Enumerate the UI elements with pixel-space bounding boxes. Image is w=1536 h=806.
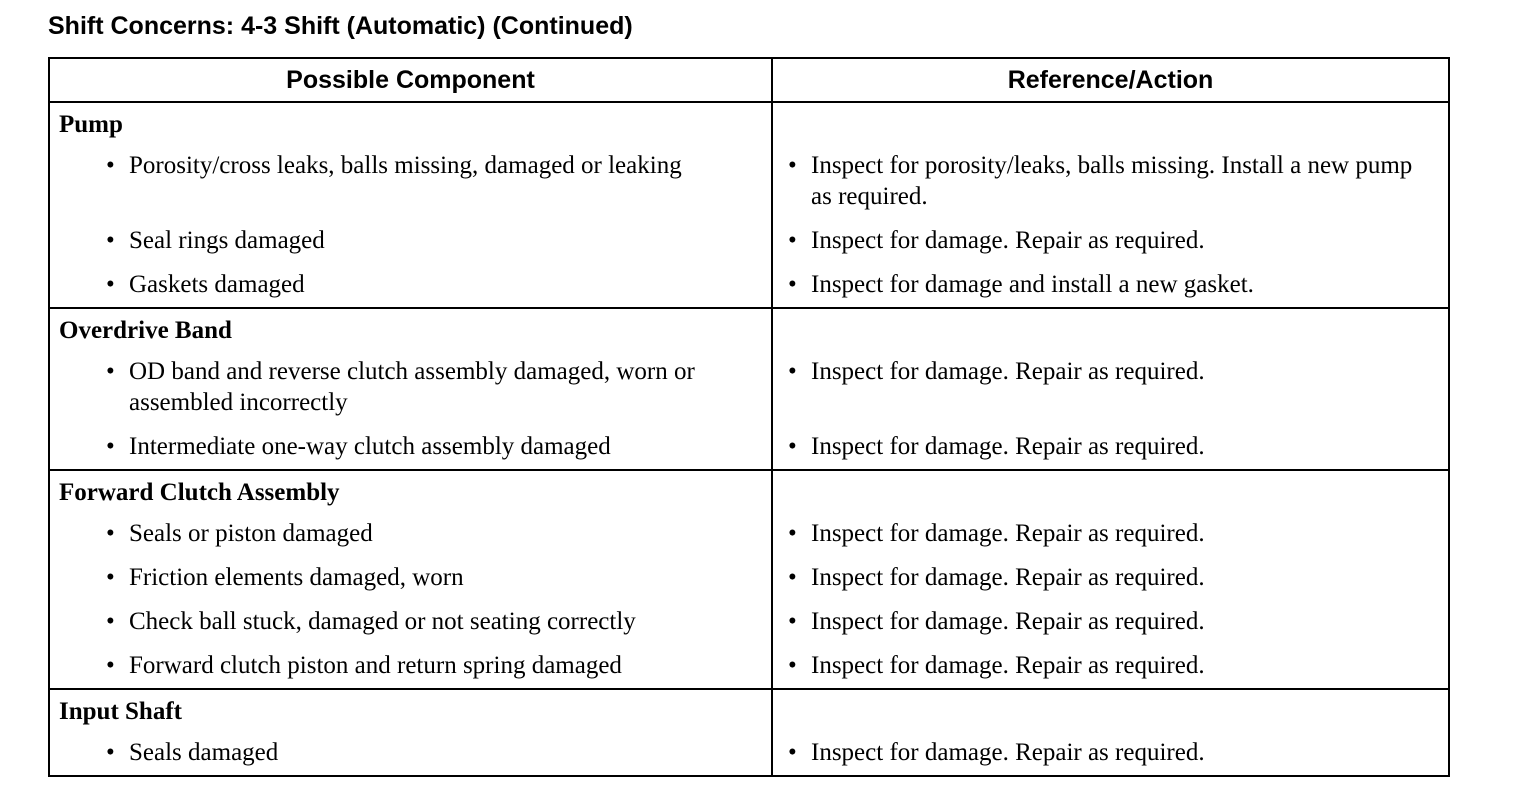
component-cell (49, 263, 772, 308)
table-row (49, 556, 1449, 600)
action-cell (772, 689, 1449, 731)
group-title-spacer (773, 103, 1448, 144)
table-row (49, 144, 1449, 219)
list-item (50, 556, 771, 600)
item-text: Inspect for damage. Repair as required. (811, 652, 1205, 679)
item-text: Seals or piston damaged (129, 520, 373, 547)
bullet-icon: • (788, 271, 797, 298)
list-item (50, 425, 771, 469)
list-item (50, 144, 771, 188)
item-text: Seal rings damaged (129, 227, 325, 254)
bullet-icon: • (106, 564, 115, 591)
component-cell (49, 600, 772, 644)
item-text: Inspect for damage. Repair as required. (811, 227, 1205, 254)
page-title: Shift Concerns: 4-3 Shift (Automatic) (Continued) (48, 12, 633, 40)
component-cell (49, 644, 772, 689)
action-cell (772, 600, 1449, 644)
bullet-icon: • (788, 520, 797, 547)
list-item (50, 731, 771, 775)
component-cell (49, 102, 772, 144)
item-text: Gaskets damaged (129, 271, 305, 298)
list-item (773, 350, 1448, 394)
bullet-icon: • (788, 358, 797, 385)
list-item (50, 219, 771, 263)
item-text: Porosity/cross leaks, balls missing, damaged or leaking (129, 152, 682, 179)
bullet-icon: • (106, 520, 115, 547)
list-item (773, 556, 1448, 600)
item-text: Inspect for damage. Repair as required. (811, 433, 1205, 460)
table-row (49, 470, 1449, 512)
table-row (49, 219, 1449, 263)
action-cell (772, 644, 1449, 689)
action-cell (772, 350, 1449, 425)
header-possible-component: Possible Component (49, 58, 772, 102)
table-row (49, 731, 1449, 776)
table-header-row (49, 58, 1449, 102)
table-row (49, 263, 1449, 308)
table-row (49, 600, 1449, 644)
bullet-icon: • (788, 652, 797, 679)
list-item (50, 600, 771, 644)
table-row (49, 512, 1449, 556)
item-text: Inspect for damage. Repair as required. (811, 520, 1205, 547)
item-text: Inspect for porosity/leaks, balls missing. Install a new pump as required. (811, 152, 1413, 210)
group-title: Pump (59, 111, 123, 138)
bullet-icon: • (788, 564, 797, 591)
table-body (49, 102, 1449, 776)
item-text: Inspect for damage. Repair as required. (811, 358, 1205, 385)
shift-concerns-table (48, 57, 1450, 777)
bullet-icon: • (106, 608, 115, 635)
component-cell (49, 731, 772, 776)
bullet-icon: • (106, 739, 115, 766)
action-cell (772, 731, 1449, 776)
list-item (50, 263, 771, 307)
group-title: Overdrive Band (59, 317, 232, 344)
group-title: Input Shaft (59, 698, 182, 725)
item-text: Inspect for damage. Repair as required. (811, 608, 1205, 635)
item-text: Inspect for damage. Repair as required. (811, 739, 1205, 766)
bullet-icon: • (106, 358, 115, 385)
component-cell (49, 350, 772, 425)
action-cell (772, 512, 1449, 556)
list-item (773, 512, 1448, 556)
bullet-icon: • (788, 227, 797, 254)
bullet-icon: • (788, 608, 797, 635)
action-cell (772, 102, 1449, 144)
component-cell (49, 219, 772, 263)
list-item (773, 263, 1448, 307)
group-title-spacer (773, 690, 1448, 731)
component-cell (49, 308, 772, 350)
list-item (50, 512, 771, 556)
table-row (49, 350, 1449, 425)
table-row (49, 689, 1449, 731)
group-title-spacer (773, 471, 1448, 512)
bullet-icon: • (106, 271, 115, 298)
list-item (773, 600, 1448, 644)
header-reference-action: Reference/Action (772, 58, 1449, 102)
item-text: Intermediate one-way clutch assembly damaged (129, 433, 611, 460)
table-row (49, 644, 1449, 689)
item-text: Seals damaged (129, 739, 279, 766)
component-cell (49, 144, 772, 219)
item-text: Forward clutch piston and return spring damaged (129, 652, 622, 679)
item-text: Inspect for damage and install a new gasket. (811, 271, 1254, 298)
bullet-icon: • (106, 652, 115, 679)
action-cell (772, 308, 1449, 350)
table-row (49, 308, 1449, 350)
list-item (773, 219, 1448, 263)
group-title-spacer (773, 309, 1448, 350)
action-cell (772, 263, 1449, 308)
item-text: OD band and reverse clutch assembly damaged, worn or assembled incorrectly (129, 358, 695, 416)
item-text: Friction elements damaged, worn (129, 564, 464, 591)
list-item (773, 144, 1448, 219)
bullet-icon: • (106, 433, 115, 460)
item-text: Inspect for damage. Repair as required. (811, 564, 1205, 591)
table-row (49, 425, 1449, 470)
bullet-icon: • (788, 152, 797, 179)
action-cell (772, 470, 1449, 512)
component-cell (49, 689, 772, 731)
action-cell (772, 556, 1449, 600)
list-item (773, 425, 1448, 469)
list-item (50, 350, 771, 425)
component-cell (49, 512, 772, 556)
action-cell (772, 219, 1449, 263)
component-cell (49, 470, 772, 512)
table-row (49, 102, 1449, 144)
list-item (50, 644, 771, 688)
component-cell (49, 556, 772, 600)
bullet-icon: • (788, 433, 797, 460)
group-title: Forward Clutch Assembly (59, 479, 340, 506)
list-item (773, 731, 1448, 775)
component-cell (49, 425, 772, 470)
action-cell (772, 425, 1449, 470)
list-item (773, 644, 1448, 688)
bullet-icon: • (106, 227, 115, 254)
bullet-icon: • (788, 739, 797, 766)
item-text: Check ball stuck, damaged or not seating correctly (129, 608, 636, 635)
bullet-icon: • (106, 152, 115, 179)
action-cell (772, 144, 1449, 219)
